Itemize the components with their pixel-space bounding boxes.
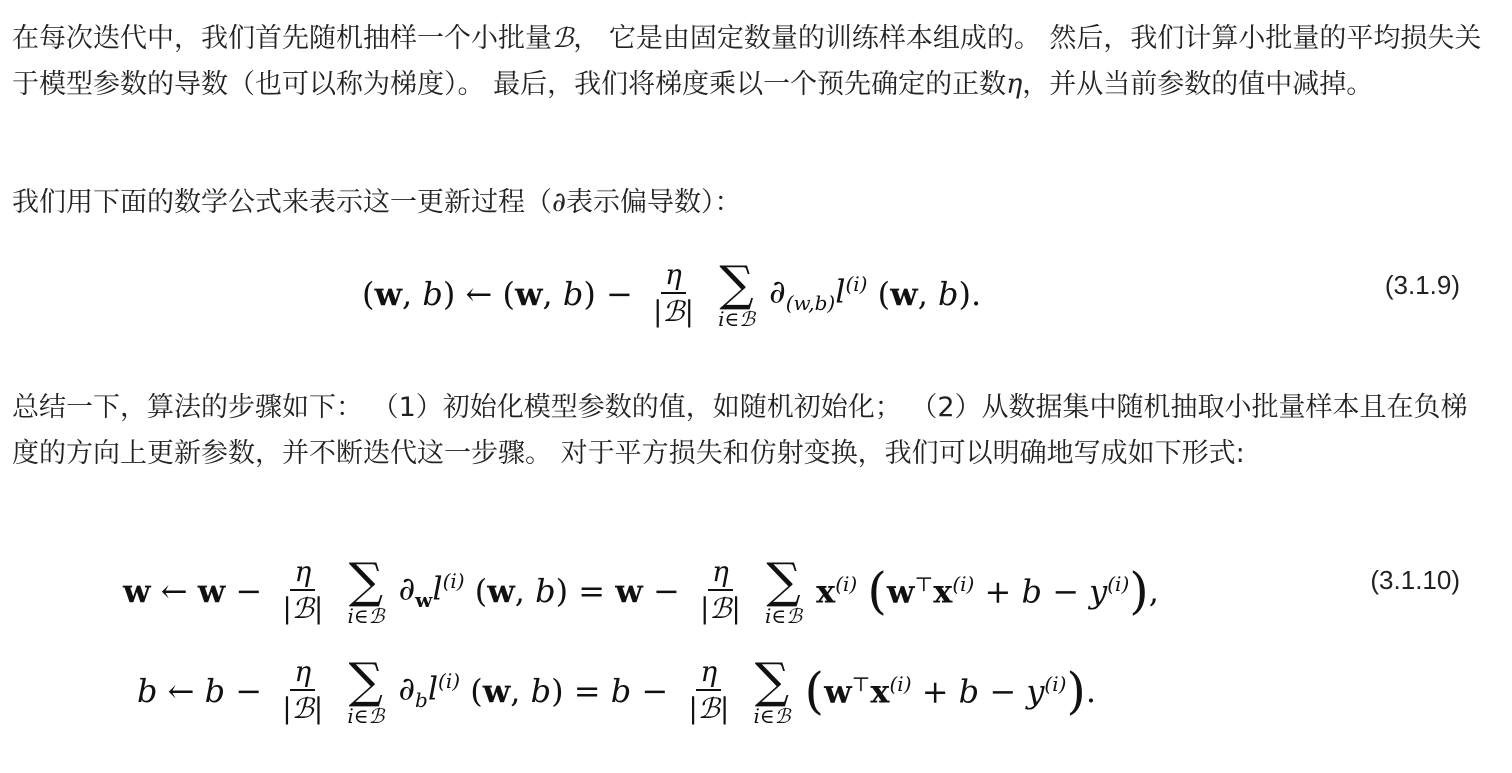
p1-text-1: 在每次迭代中，我们首先随机抽样一个小批量	[12, 23, 552, 54]
p1-text-2: ， 它是由固定数量的训练样本组成的。 然后，我们计算小批量的平均损失关于模型参数的导数（也可以称为梯度）。 最后，我们将梯度乘以一个预先确定的正数	[12, 23, 1482, 100]
eq2b-x: x	[870, 672, 890, 711]
eq1-b2: b	[562, 275, 584, 313]
eq1-arrow: ←	[465, 275, 493, 313]
eq2a-w4: w	[615, 572, 643, 610]
eq2b-sum-index-2: i∈ℬ	[753, 704, 791, 728]
eq1-fraction	[649, 258, 698, 330]
equation-3-1-9: (w, b) ← (w, b) − $\frac{\eta}{\text{|ℬ|}}$ ∑ i∈ℬ $\partial_{(w,b)}l^{(i)}$ (w, b).	[362, 256, 982, 331]
eq2b-sum-sign-1: ∑	[348, 653, 383, 709]
paragraph-algorithm-summary: 总结一下，算法的步骤如下： （1）初始化模型参数的值，如随机初始化； （2）从数据集中随机抽取小批量样本且在负梯度的方向上更新参数，并不断迭代这一步骤。 对于平方损失和仿射变换，我们可以明确地写成如下形式:	[12, 392, 1468, 469]
eq1-w: w	[374, 275, 403, 313]
eq2a-eta-2: η	[708, 555, 733, 591]
equation-3-1-10-line-2: b ← b − $\frac{\eta}{\text{|ℬ|}}$ ∑ i∈ℬ $\partial_bl^{(i)}$ (w, b) = b − $\frac{\eta}{\text{|ℬ|}}$ ∑ i∈ℬ $(w^⊤x^{(i)} + b - y^{(i)})$.	[137, 653, 1097, 728]
eq2b-b4: b	[610, 672, 632, 710]
eq2b-loss-sup: (i)	[438, 669, 461, 694]
eq2a-sum-sign-2: ∑	[766, 553, 801, 609]
eq2b-fraction-2	[684, 655, 733, 727]
eq1-sum-index: i∈ℬ	[718, 307, 755, 331]
eq2b-w: w	[482, 672, 511, 710]
eq1-sum	[718, 256, 755, 331]
eq2b-transpose: ⊤	[851, 671, 871, 696]
eq2b-b2: b	[204, 672, 226, 710]
eq2a-fraction-2	[696, 555, 745, 627]
eq2a-partial: ∂	[398, 570, 416, 609]
eq2b-loss: l	[427, 670, 439, 709]
eq2a-sum-index-1: i∈ℬ	[347, 604, 385, 628]
equation-3-1-10-line-1: w ← w − $\frac{\eta}{\text{|ℬ|}}$ ∑ i∈ℬ $\partial_wl^{(i)}$ (w, b) = w − $\frac{\eta}{\text{|ℬ|}}$ ∑ i∈ℬ $x^{(i)}$ $(w^⊤x^{(i)} + b - y^{(i)})$,	[123, 553, 1159, 628]
eq2a-x2-sup: (i)	[952, 571, 975, 596]
eq2b-b3: b	[530, 672, 552, 710]
eq1-batch-size: |ℬ|	[653, 295, 694, 328]
eq2a-arrow: ←	[160, 572, 188, 610]
eq2a-fraction-1	[278, 555, 327, 627]
eq1-loss-sup: (i)	[845, 272, 868, 297]
eq2b-eta-1: η	[290, 655, 315, 691]
p1-text-3: ，并从当前参数的值中减掉。	[1022, 69, 1374, 100]
eq2b-w2: w	[824, 672, 852, 711]
eq2b-sum-1	[347, 653, 385, 728]
eq1-partial-sub: (w,b)	[785, 291, 836, 316]
eq2a-partial-sub: w	[415, 588, 433, 613]
eq2a-w3: w	[487, 572, 515, 610]
eq2b-x-sup: (i)	[889, 671, 912, 696]
eq2a-b2: b	[1021, 572, 1043, 611]
eq2b-y: y	[1026, 672, 1045, 711]
eq2a-x: x	[816, 572, 836, 611]
eq2a-y-sup: (i)	[1107, 571, 1130, 596]
eq2a-w2: w	[197, 572, 226, 610]
eq2a-sum-sign-1: ∑	[348, 553, 384, 609]
partial-symbol: ∂	[552, 187, 566, 218]
eq1-b3: b	[938, 275, 959, 313]
eq1-b: b	[422, 275, 443, 313]
eq1-eta: η	[661, 258, 686, 294]
minibatch-symbol: ℬ	[552, 23, 574, 54]
eq2b-sum-sign-2: ∑	[754, 653, 790, 709]
p2-text-1: 我们用下面的数学公式来表示这一更新过程（	[12, 187, 552, 218]
eq2b-sum-2	[753, 653, 791, 728]
eq2a-w: w	[123, 572, 151, 610]
eq1-w3: w	[890, 275, 918, 313]
eq2b-b: b	[137, 672, 158, 710]
eq2a-loss-sup: (i)	[442, 569, 465, 594]
paragraph-minibatch-description	[12, 16, 1482, 108]
eq2b-arrow: ←	[167, 672, 195, 710]
eq2a-transpose: ⊤	[914, 571, 934, 596]
eq2a-x-sup: (i)	[835, 571, 858, 596]
eq2a-batch-size-2: |ℬ|	[699, 592, 741, 625]
eq1-w2: w	[514, 275, 543, 313]
eq2b-partial: ∂	[398, 670, 415, 709]
eq2b-partial-sub: b	[415, 688, 428, 713]
eq2a-loss: l	[432, 570, 443, 609]
eq2b-batch-size-2: |ℬ|	[688, 692, 730, 725]
eq2a-eta-1: η	[290, 555, 315, 591]
eq2b-y-sup: (i)	[1044, 671, 1067, 696]
equation-number-3-1-9: (3.1.9)	[1384, 270, 1460, 300]
eq1-partial: ∂	[769, 273, 786, 312]
eq2a-sum-2	[765, 553, 802, 628]
eq2a-sum-1	[347, 553, 385, 628]
eq2a-w5: w	[886, 572, 915, 611]
learning-rate-symbol: η	[1006, 69, 1023, 100]
eq2b-batch-size-1: |ℬ|	[282, 692, 324, 725]
eq2b-sum-index-1: i∈ℬ	[347, 704, 385, 728]
eq2a-batch-size-1: |ℬ|	[282, 592, 324, 625]
eq2a-sum-index-2: i∈ℬ	[765, 604, 802, 628]
eq2b-fraction-1	[278, 655, 327, 727]
eq2b-b5: b	[958, 672, 980, 711]
eq2a-b: b	[535, 572, 556, 610]
eq1-sum-sign: ∑	[719, 256, 754, 312]
eq2a-y: y	[1089, 572, 1108, 611]
eq2a-x2: x	[933, 572, 953, 611]
paragraph-update-intro	[12, 180, 1482, 226]
eq1-loss: l	[835, 273, 846, 312]
equation-number-3-1-10: (3.1.10)	[1370, 565, 1460, 595]
eq2b-eta-2: η	[696, 655, 721, 691]
p2-text-2: 表示偏导数）：	[565, 187, 742, 218]
